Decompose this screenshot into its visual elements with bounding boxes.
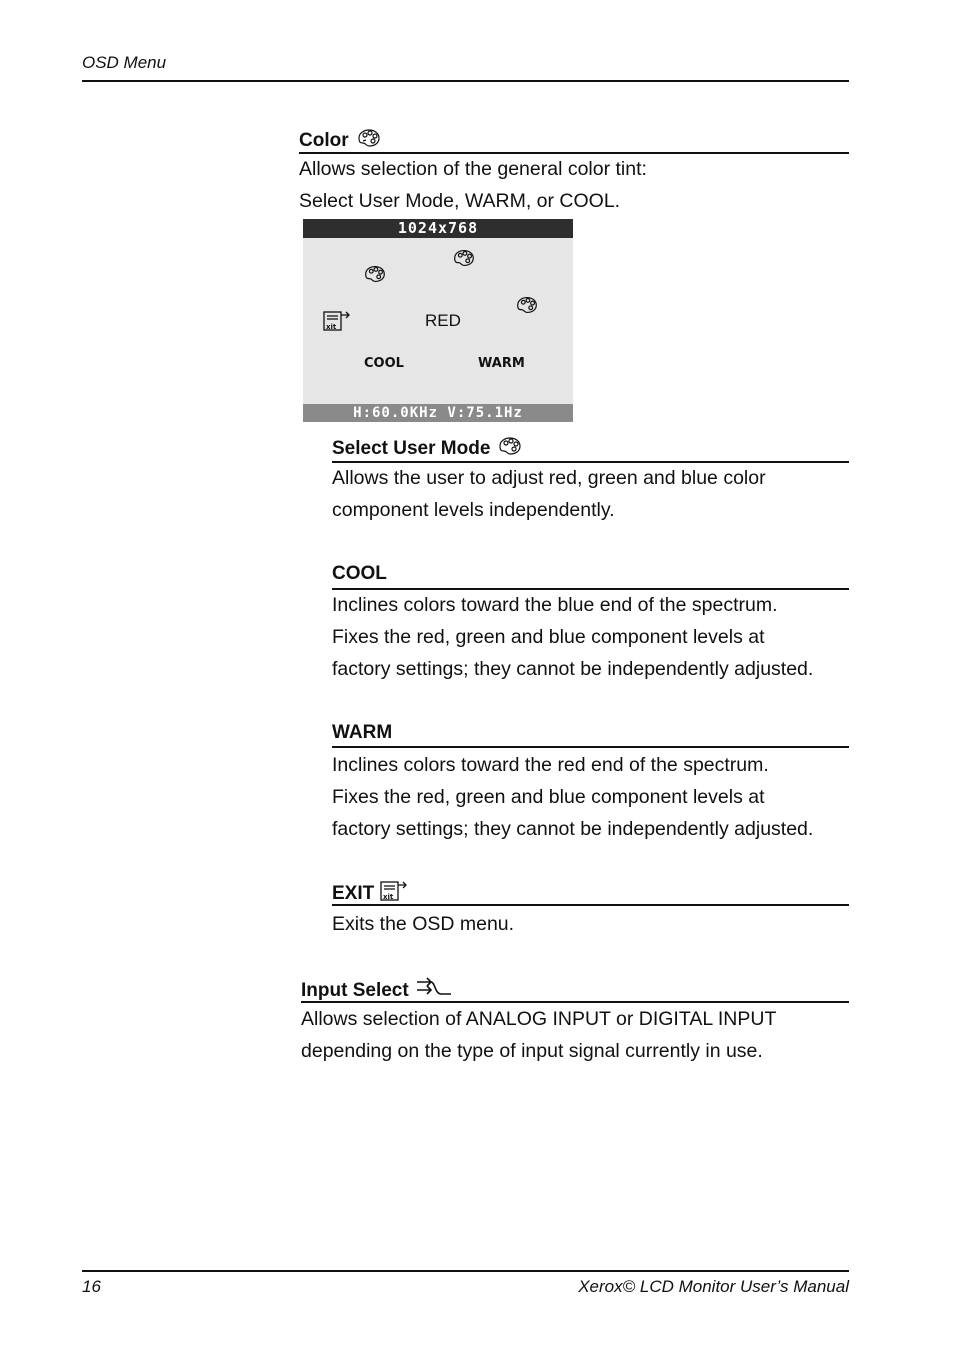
- cool-palette-icon: [362, 263, 388, 290]
- osd-resolution: 1024x768: [303, 219, 573, 238]
- text-line: Allows selection of ANALOG INPUT or DIGITAL INPUT: [301, 1008, 777, 1030]
- text-line: Fixes the red, green and blue component levels at: [332, 786, 765, 808]
- palette-icon: [496, 435, 524, 463]
- running-header: OSD Menu: [82, 53, 167, 72]
- footer-rule: [82, 1270, 849, 1272]
- manual-title: Xerox© LCD Monitor User’s Manual: [578, 1277, 849, 1296]
- text-line: component levels independently.: [332, 499, 615, 521]
- user-mode-icon: [451, 247, 477, 274]
- warm-palette-icon: [514, 294, 540, 321]
- page-number: 16: [82, 1277, 101, 1296]
- osd-cool-label: COOL: [364, 356, 404, 371]
- exit-description: [332, 908, 514, 940]
- text-line: Allows selection of the general color tint:: [299, 158, 647, 180]
- svg-text:xit: xit: [326, 323, 337, 331]
- palette-icon: [355, 127, 383, 155]
- exit-rule: [332, 904, 849, 906]
- header-rule: [82, 80, 849, 82]
- warm-description: [332, 749, 813, 845]
- text-line: Inclines colors toward the blue end of the spectrum.: [332, 594, 778, 616]
- text-line: factory settings; they cannot be independently adjusted.: [332, 658, 814, 680]
- text-line: factory settings; they cannot be independently adjusted.: [332, 818, 814, 840]
- cool-description: [332, 589, 813, 685]
- text-line: depending on the type of input signal currently in use.: [301, 1040, 763, 1062]
- cool-heading: [332, 563, 387, 585]
- color-description: [299, 153, 647, 217]
- exit-title: EXIT: [332, 883, 375, 904]
- osd-frequency: H:60.0KHz V:75.1Hz: [303, 404, 573, 422]
- osd-warm-label: WARM: [478, 356, 525, 371]
- color-heading: [299, 127, 383, 155]
- input-select-title: Input Select: [301, 980, 409, 1001]
- input-select-description: [301, 1003, 776, 1067]
- osd-color-menu-image: [303, 219, 573, 422]
- warm-rule: [332, 746, 849, 748]
- text-line: Fixes the red, green and blue component levels at: [332, 626, 765, 648]
- cool-title: COOL: [332, 563, 387, 584]
- warm-title: WARM: [332, 722, 393, 743]
- osd-red-label: RED: [425, 311, 461, 330]
- svg-text:xit: xit: [383, 893, 394, 901]
- color-title: Color: [299, 130, 349, 151]
- exit-icon: [323, 310, 353, 337]
- user-mode-heading: [332, 435, 524, 463]
- user-mode-description: [332, 462, 766, 526]
- user-mode-title: Select User Mode: [332, 438, 491, 459]
- text-line: Exits the OSD menu.: [332, 913, 515, 935]
- text-line: Select User Mode, WARM, or COOL.: [299, 190, 621, 212]
- text-line: Allows the user to adjust red, green and blue color: [332, 467, 766, 489]
- warm-heading: [332, 722, 392, 744]
- text-line: Inclines colors toward the red end of the spectrum.: [332, 754, 769, 776]
